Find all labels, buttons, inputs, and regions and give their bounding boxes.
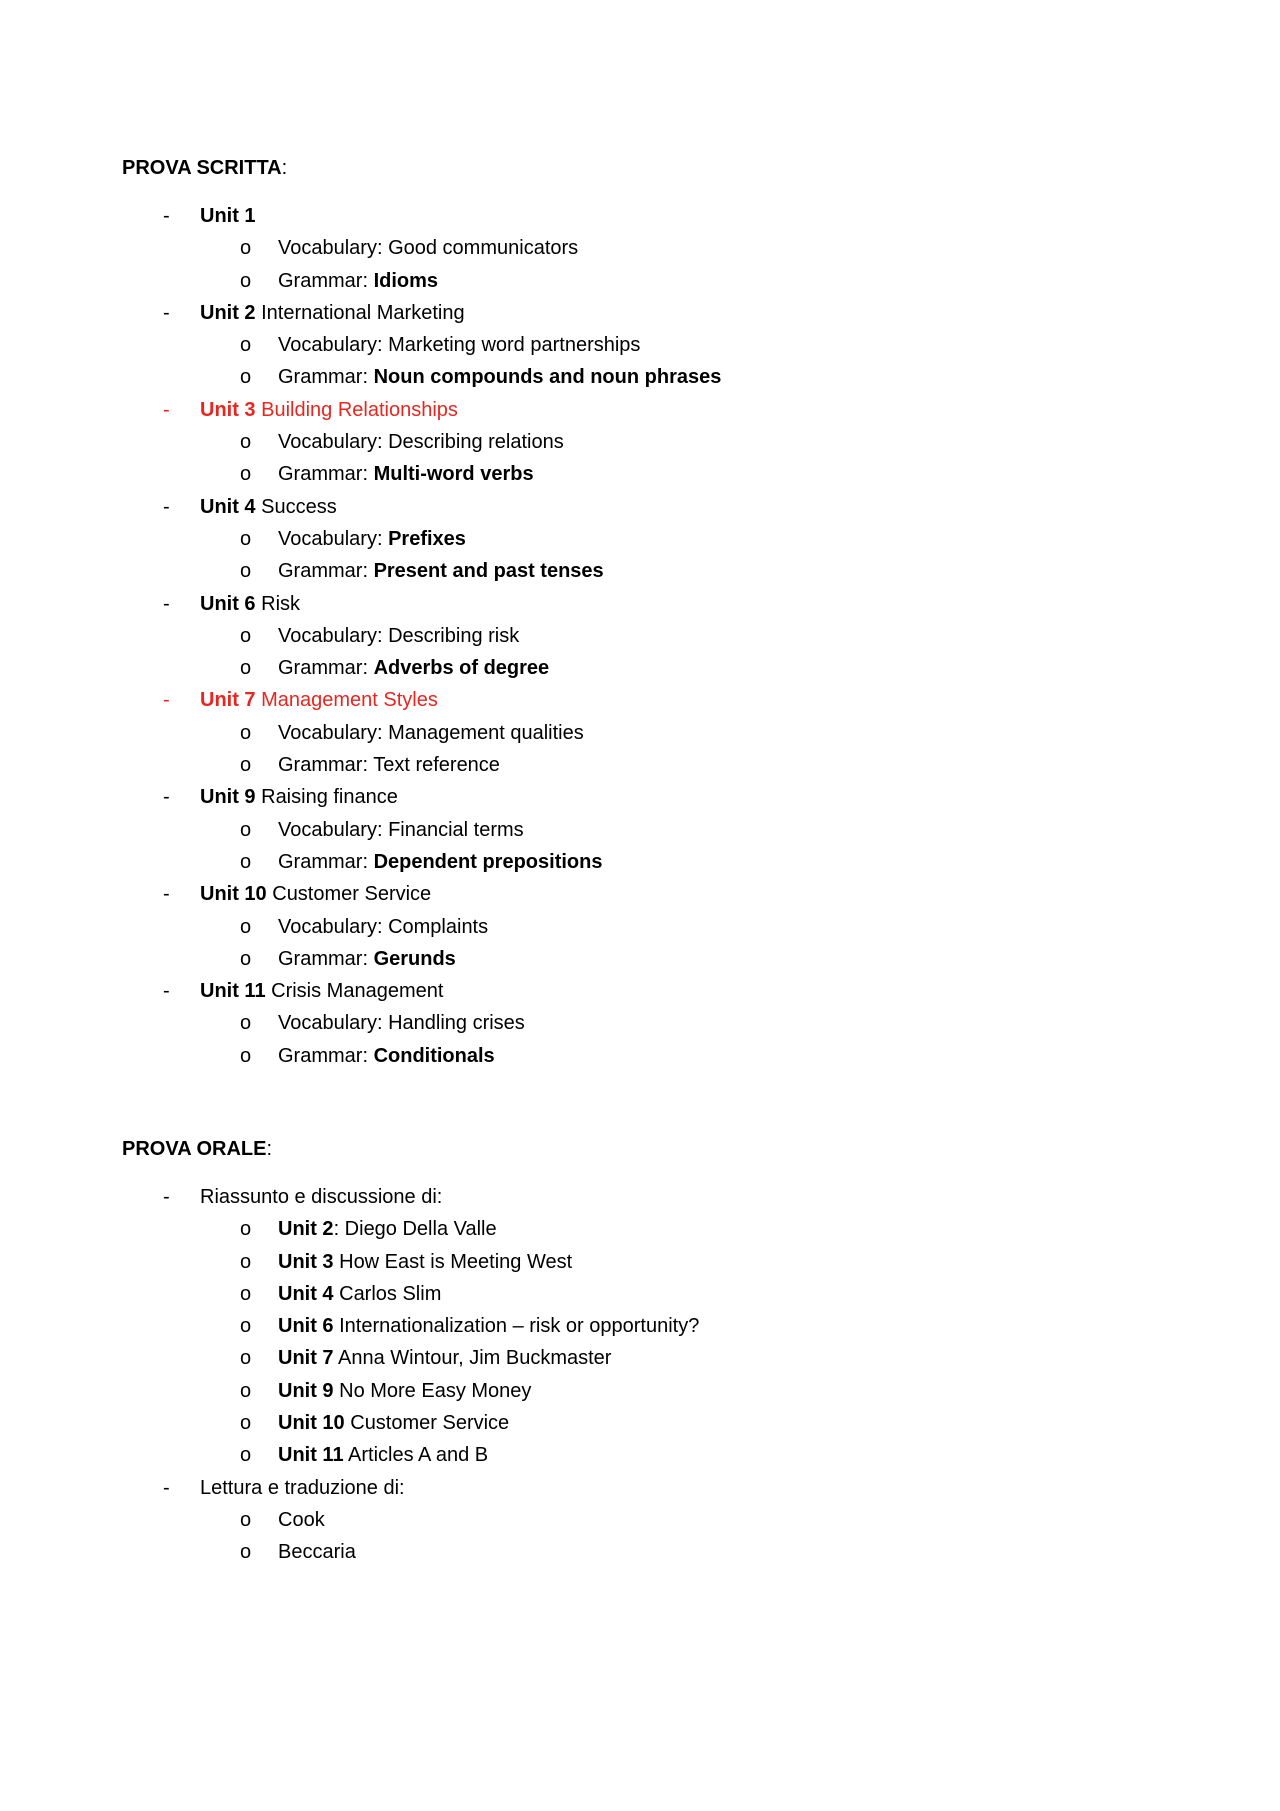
circle-bullet: o: [240, 818, 252, 841]
unit-list-item: [0, 394, 1280, 426]
subitem-label: Vocabulary:: [278, 1012, 389, 1035]
oral-topic: Anna Wintour, Jim Buckmaster: [333, 1347, 612, 1370]
subitem-text: [278, 652, 549, 684]
dash-bullet: -: [163, 1186, 170, 1208]
circle-bullet: o: [240, 463, 252, 486]
circle-bullet: o: [240, 269, 252, 292]
oral-topic: Cook: [278, 1508, 325, 1531]
subitem-value: Financial terms: [388, 818, 524, 841]
subitem-label: Grammar:: [278, 366, 374, 389]
subitem-value-bold: Noun compounds and noun phrases: [373, 366, 722, 389]
dash-bullet: -: [163, 205, 170, 227]
dash-bullet: -: [163, 1476, 170, 1499]
unit-subitem: [0, 523, 1280, 555]
unit-subitem: [0, 232, 1280, 264]
unit-heading: [200, 684, 438, 716]
circle-bullet: o: [240, 1315, 252, 1338]
subitem-label: Vocabulary:: [278, 527, 389, 550]
subitem-label: Grammar:: [278, 657, 374, 680]
unit-subitem: [0, 329, 1280, 361]
subitem-value-bold: Multi-word verbs: [373, 463, 534, 486]
unit-number: Unit 4: [200, 495, 256, 518]
subitem-text: [278, 1007, 525, 1039]
dash-bullet: -: [163, 786, 170, 809]
unit-heading: [200, 297, 465, 329]
unit-topic: Building Relationships: [255, 398, 458, 421]
subitem-label: Grammar:: [278, 463, 374, 486]
unit-subitem: [0, 265, 1280, 297]
dash-bullet: -: [163, 592, 170, 615]
subitem-label: Vocabulary:: [278, 721, 389, 744]
subitem-value-bold: Prefixes: [388, 527, 466, 550]
oral-unit-number: Unit 6: [278, 1315, 334, 1338]
oral-subitem: [0, 1439, 1280, 1471]
unit-topic: Risk: [255, 592, 301, 615]
subitem-value-bold: Dependent prepositions: [373, 850, 603, 873]
unit-subitem: [0, 943, 1280, 975]
subitem-value-bold: Present and past tenses: [373, 560, 604, 583]
oral-exam-title-text: PROVA ORALE: [122, 1138, 267, 1160]
oral-subitem-text: [278, 1407, 509, 1439]
oral-topic: Internationalization – risk or opportunity?: [333, 1315, 700, 1338]
unit-topic: Management Styles: [255, 689, 438, 712]
oral-unit-number: Unit 2: [278, 1218, 334, 1241]
subitem-text: [278, 911, 488, 943]
circle-bullet: o: [240, 366, 252, 389]
subitem-value-bold: Idioms: [373, 269, 439, 292]
oral-group-item: [0, 1181, 1280, 1213]
subitem-value: Complaints: [388, 915, 489, 938]
circle-bullet: o: [240, 624, 252, 647]
circle-bullet: o: [240, 237, 252, 260]
oral-subitem: [0, 1310, 1280, 1342]
subitem-label: Grammar:: [278, 850, 374, 873]
unit-number: Unit 10: [200, 883, 267, 906]
subitem-text: [278, 329, 640, 361]
circle-bullet: o: [240, 1444, 252, 1467]
circle-bullet: o: [240, 1347, 252, 1370]
unit-number: Unit 7: [200, 689, 256, 712]
unit-topic: Customer Service: [266, 883, 432, 906]
oral-subitem-text: [278, 1375, 531, 1407]
subitem-value: Text reference: [373, 754, 500, 777]
written-exam-title-colon: :: [281, 157, 288, 179]
circle-bullet: o: [240, 1218, 252, 1241]
subitem-text: [278, 426, 564, 458]
oral-exam-title-colon: :: [266, 1138, 273, 1160]
oral-topic: Beccaria: [278, 1541, 356, 1564]
circle-bullet: o: [240, 431, 252, 454]
oral-topic: : Diego Della Valle: [333, 1218, 497, 1241]
unit-heading: [200, 878, 431, 910]
oral-unit-number: Unit 7: [278, 1347, 334, 1370]
oral-subitem: [0, 1213, 1280, 1245]
oral-subitem-text: [278, 1536, 356, 1568]
subitem-value-bold: Adverbs of degree: [373, 657, 550, 680]
subitem-label: Vocabulary:: [278, 624, 389, 647]
oral-exam-list: [0, 1181, 1280, 1569]
unit-subitem: [0, 749, 1280, 781]
dash-bullet: -: [163, 495, 170, 518]
written-exam-title-text: PROVA SCRITTA: [122, 157, 282, 179]
subitem-label: Vocabulary:: [278, 915, 389, 938]
unit-subitem: [0, 1040, 1280, 1072]
oral-unit-number: Unit 11: [278, 1444, 344, 1467]
oral-subitem: [0, 1536, 1280, 1568]
unit-number: Unit 6: [200, 592, 256, 615]
subitem-text: [278, 717, 584, 749]
unit-list-item: [0, 781, 1280, 813]
unit-list-item: [0, 491, 1280, 523]
unit-subitem: [0, 846, 1280, 878]
oral-topic: No More Easy Money: [333, 1379, 532, 1402]
oral-subitem-text: [278, 1439, 488, 1471]
subitem-text: [278, 523, 466, 555]
subitem-text: [278, 943, 456, 975]
oral-subitem: [0, 1407, 1280, 1439]
oral-subitem-text: [278, 1342, 611, 1374]
unit-subitem: [0, 361, 1280, 393]
subitem-text: [278, 1040, 495, 1072]
unit-number: Unit 1: [200, 205, 256, 227]
subitem-label: Vocabulary:: [278, 237, 389, 260]
oral-subitem: [0, 1375, 1280, 1407]
subitem-text: [278, 555, 604, 587]
oral-unit-number: Unit 4: [278, 1282, 334, 1305]
oral-topic: Carlos Slim: [333, 1282, 442, 1305]
written-exam-title: [122, 152, 287, 184]
unit-topic: International Marketing: [255, 301, 465, 324]
oral-topic: Articles A and B: [343, 1444, 489, 1467]
circle-bullet: o: [240, 1282, 252, 1305]
subitem-value-bold: Gerunds: [373, 947, 456, 970]
unit-list-item: [0, 297, 1280, 329]
unit-list-item: [0, 588, 1280, 620]
circle-bullet: o: [240, 1508, 252, 1531]
unit-topic: Crisis Management: [265, 980, 444, 1003]
subitem-label: Grammar:: [278, 947, 374, 970]
oral-subitem: [0, 1246, 1280, 1278]
oral-unit-number: Unit 10: [278, 1412, 345, 1435]
subitem-text: [278, 620, 519, 652]
oral-subitem-text: [278, 1504, 325, 1536]
unit-topic: Raising finance: [255, 786, 398, 809]
oral-subitem: [0, 1504, 1280, 1536]
circle-bullet: o: [240, 1412, 252, 1435]
oral-subitem-text: [278, 1310, 699, 1342]
subitem-label: Grammar:: [278, 1044, 374, 1067]
unit-subitem: [0, 814, 1280, 846]
unit-subitem: [0, 555, 1280, 587]
unit-number: Unit 3: [200, 398, 256, 421]
unit-list-item: [0, 975, 1280, 1007]
subitem-value: Good communicators: [388, 237, 579, 260]
subitem-text: [278, 749, 500, 781]
unit-list-item: [0, 200, 1280, 232]
dash-bullet: -: [163, 689, 170, 712]
oral-group-label: Lettura e traduzione di:: [200, 1476, 405, 1499]
oral-subitem: [0, 1278, 1280, 1310]
oral-unit-number: Unit 3: [278, 1250, 334, 1273]
unit-subitem: [0, 1007, 1280, 1039]
oral-topic: How East is Meeting West: [333, 1250, 573, 1273]
unit-subitem: [0, 652, 1280, 684]
unit-subitem: [0, 426, 1280, 458]
subitem-text: [278, 846, 602, 878]
oral-subitem-text: [278, 1246, 572, 1278]
circle-bullet: o: [240, 1250, 252, 1273]
subitem-value: Marketing word partnerships: [388, 334, 641, 357]
subitem-label: Grammar:: [278, 269, 374, 292]
circle-bullet: o: [240, 947, 252, 970]
unit-heading: [200, 200, 256, 232]
subitem-value-bold: Conditionals: [373, 1044, 495, 1067]
unit-number: Unit 2: [200, 301, 256, 324]
subitem-value: Handling crises: [388, 1012, 525, 1035]
circle-bullet: o: [240, 334, 252, 357]
circle-bullet: o: [240, 527, 252, 550]
subitem-label: Grammar:: [278, 754, 374, 777]
circle-bullet: o: [240, 915, 252, 938]
subitem-label: Grammar:: [278, 560, 374, 583]
unit-topic: Success: [255, 495, 337, 518]
oral-subitem-text: [278, 1278, 441, 1310]
unit-subitem: [0, 717, 1280, 749]
circle-bullet: o: [240, 560, 252, 583]
oral-exam-title: [122, 1133, 272, 1165]
subitem-text: [278, 232, 578, 264]
unit-heading: [200, 588, 300, 620]
circle-bullet: o: [240, 721, 252, 744]
dash-bullet: -: [163, 980, 170, 1003]
dash-bullet: -: [163, 883, 170, 906]
circle-bullet: o: [240, 1541, 252, 1564]
dash-bullet: -: [163, 301, 170, 324]
oral-unit-number: Unit 9: [278, 1379, 334, 1402]
subitem-label: Vocabulary:: [278, 818, 389, 841]
subitem-value: Management qualities: [388, 721, 584, 744]
written-exam-list: [0, 200, 1280, 1072]
subitem-label: Vocabulary:: [278, 334, 389, 357]
unit-list-item: [0, 878, 1280, 910]
circle-bullet: o: [240, 657, 252, 680]
unit-list-item: [0, 684, 1280, 716]
circle-bullet: o: [240, 754, 252, 777]
oral-group-item: [0, 1472, 1280, 1504]
unit-heading: [200, 781, 398, 813]
subitem-text: [278, 458, 534, 490]
subitem-text: [278, 814, 524, 846]
oral-topic: Customer Service: [344, 1412, 510, 1435]
circle-bullet: o: [240, 850, 252, 873]
unit-subitem: [0, 458, 1280, 490]
subitem-text: [278, 265, 438, 297]
subitem-label: Vocabulary:: [278, 431, 389, 454]
unit-heading: [200, 975, 443, 1007]
circle-bullet: o: [240, 1379, 252, 1402]
oral-group-label: Riassunto e discussione di:: [200, 1186, 443, 1208]
oral-subitem-text: [278, 1213, 497, 1245]
dash-bullet: -: [163, 398, 170, 421]
circle-bullet: o: [240, 1044, 252, 1067]
unit-subitem: [0, 620, 1280, 652]
oral-subitem: [0, 1342, 1280, 1374]
subitem-text: [278, 361, 721, 393]
unit-number: Unit 9: [200, 786, 256, 809]
circle-bullet: o: [240, 1012, 252, 1035]
unit-heading: [200, 394, 458, 426]
unit-heading: [200, 491, 337, 523]
subitem-value: Describing relations: [388, 431, 564, 454]
subitem-value: Describing risk: [388, 624, 520, 647]
unit-subitem: [0, 911, 1280, 943]
unit-number: Unit 11: [200, 980, 266, 1003]
